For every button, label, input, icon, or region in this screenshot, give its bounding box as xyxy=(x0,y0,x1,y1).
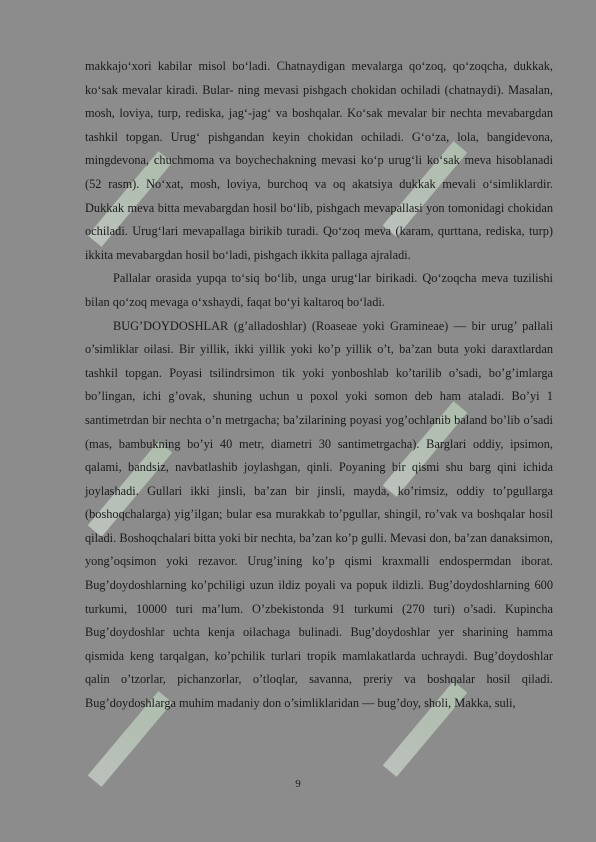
paragraph-pod-fruit: Pallalar orasida yupqa to‘siq bo‘lib, unga urug‘lar birikadi. Qo‘zoqcha meva tuzilishi bilan qo‘zoq mevaga o‘xshaydi, faqat bo‘yi kaltaroq bo‘ladi. xyxy=(85,271,553,309)
paragraph-grass-family: BUG’DOYDOSHLAR (g’alladoshlar) (Roaseae yoki Gramineae) — bir urug’ pallali o’simliklar oilasi. Bir yillik, ikki yillik yoki ko’p yillik o’t, ba’zan buta yoki daraxtlardan tashkil topgan. Poyasi tsilindrsimon tik yoki yonboshlab ko’tarilib o’sadi, bo’g’imlarga bo’lingan, ichi g’ovak, shuning uchun u poxol yoki somon deb ham ataladi. Bo’yi 1 santimetrdan bir nechta o’n metrgacha; ba’zilarining poyasi yog’ochlanib baland bo’lib o’sadi (mas, bambukning bo’yi 40 metr, diametri 30 santimetrgacha). Barglari oddiy, ipsimon, qalami, bandsiz, navbatlashib joylashgan, qinli. Poyaning bir qismi shu barg qini ichida joylashadi. Gullari ikki jinsli, ba’zan bir jinsli, mayda, ko’rimsiz, oddiy to’pgullarga (boshoqchalarga) yig’ilgan; bular esa murakkab to’pgullar, shingil, ro’vak va boshqalar hosil qiladi. Boshoqchalari bitta yoki bir nechta, ba’zan ko’p gulli. Mevasi don, ba’zan danaksimon, yong’oqsimon yoki rezavor. Urug’ining ko’p qismi kraxmalli endospermdan iborat. Bug’doydoshlarning ko’pchiligi uzun ildiz poyali va popuk ildizli. Bug’doydoshlarning 600 turkumi, 10000 turi ma’lum. O’zbekistonda 91 turkumi (270 turi) o’sadi. Kupincha Bug’doydoshlar uchta kenja oilachaga bulinadi. Bug’doydoshlar yer sharining hamma qismida keng tarqalgan, ko’pchilik turlari tropik mamlakatlarda uchraydi. Bug’doydoshlar qalin o’tzorlar, pichanzorlar, o’tloqlar, savanna, preriy va boshqalar hosil qiladi. Bug’doydoshlarga muhim madaniy don o’simliklaridan — bug’doy, sholi, Makka, suli, xyxy=(85,318,553,711)
document-body xyxy=(85,55,553,716)
page-number: 9 xyxy=(295,778,301,790)
paragraph-fruit-types: makkajo‘xori kabilar misol bo‘ladi. Chatnaydigan mevalarga qo‘zoq, qo‘zoqcha, dukkak, ko‘sak mevalar kiradi. Bular- ning mevasi pishgach chokidan ochiladi (chatnaydi). Masalan, mosh, loviya, turp, rediska, jag‘-jag‘ va boshqalar. Ko‘sak mevalar bir nechta mevabargdan tashkil topgan. Urug‘ pishgandan keyin chokidan ochiladi. G‘o‘za, lola, bangidevona, mingdevona, chuchmoma va boychechakning mevasi ko‘p urug‘li ko‘sak meva hisoblanadi (52 rasm). No‘xat, mosh, loviya, burchoq va oq akatsiya dukkak mevali o‘simliklardir. Dukkak meva bitta mevabargdan hosil bo‘lib, pishgach mevapallasi yon tomonidagi chokidan ochiladi. Urug‘lari mevapallaga birikib turadi. Qo‘zoq meva (karam, qurttana, rediska, turp) ikkita mevabargdan hosil bo‘ladi, pishgach ikkita pallaga ajraladi. xyxy=(85,59,553,262)
